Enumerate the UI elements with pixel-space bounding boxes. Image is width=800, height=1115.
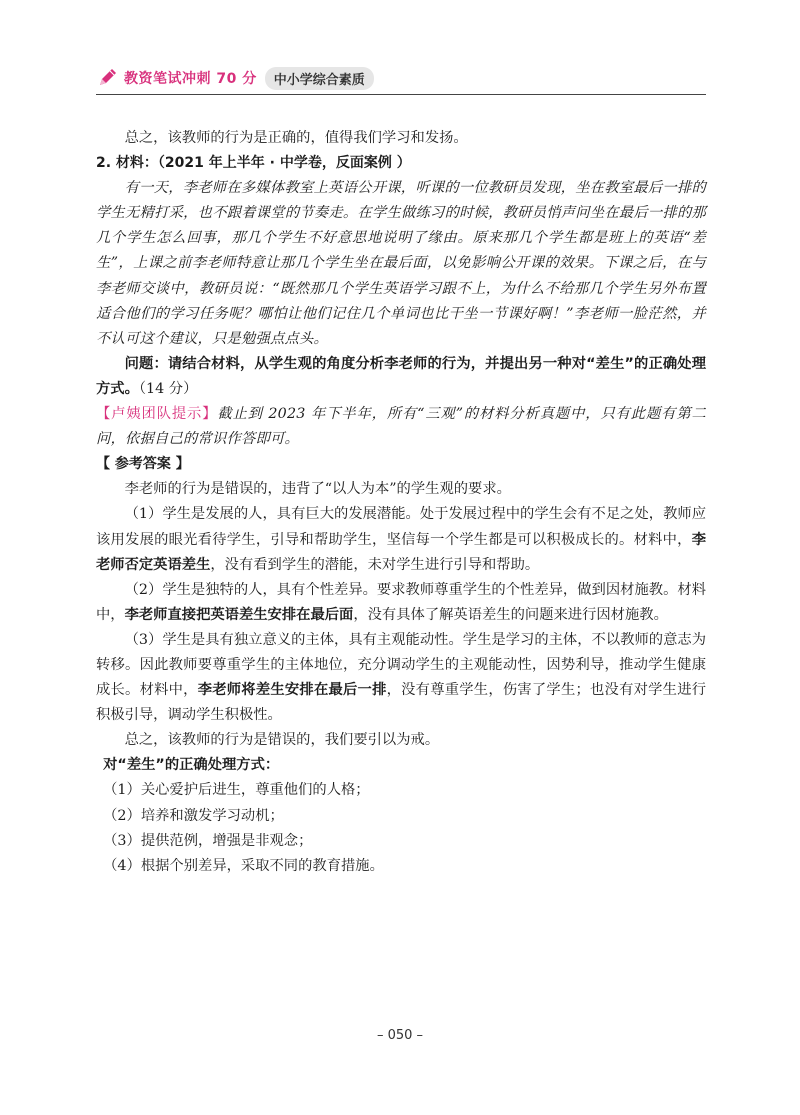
point-1-emphasis: 李老师否定英语差生 <box>96 531 706 573</box>
answer-point-1 <box>96 502 706 577</box>
point-3-emphasis: 李老师将差生安排在最后一排 <box>197 682 387 699</box>
question-paragraph <box>96 352 706 402</box>
header-divider <box>96 94 706 95</box>
answer-heading: 【 参考答案 】 <box>96 456 190 473</box>
methods-heading: 对“差生”的正确处理方式： <box>103 757 280 774</box>
previous-conclusion: 总之，该教师的行为是正确的，值得我们学习和发扬。 <box>124 130 468 146</box>
question-label: 问题： <box>124 355 168 372</box>
answer-intro: 李老师的行为是错误的，违背了“以人为本”的学生观的要求。 <box>124 481 511 498</box>
page-header <box>96 62 706 94</box>
method-item: （1）关心爱护后进生，尊重他们的人格； <box>103 782 370 799</box>
answer-point-2 <box>96 578 706 628</box>
point-3-rest: ，没有尊重学生，伤害了学生；也没有对学生进行积极引导，调动学生积极性。 <box>96 682 707 724</box>
point-1-rest: ，没有看到学生的潜能，未对学生进行引导和帮助。 <box>210 556 540 573</box>
material-text: 有一天，李老师在多媒体教室上英语公开课，听课的一位教研员发现，坐在教室最后一排的学生无精打采，也不跟着课堂的节奏走。在学生做练习的时候，教研员悄声问坐在最后一排的那几个学生怎么回事，那几个学生不好意思地说明了缘由。原来那几个学生都是班上的英语“差生”，上课之前李老师特意让那几个学生坐在最后面，以免影响公开课的效果。下课之后，在与李老师交谈中，教研员说：“既然那几个学生英语学习跟不上，为什么不给那几个学生另外布置适合他们的学习任务呢？哪怕让他们记住几个单词也比干坐一节课好啊！”李老师一脸茫然，并不认可这个建议，只是勉强点点头。 <box>96 180 706 347</box>
point-2-emphasis: 李老师直接把英语差生安排在最后面 <box>124 606 354 623</box>
page-content <box>96 126 706 879</box>
tip-label: 【卢姨团队提示】 <box>96 406 218 423</box>
method-item: （3）提供范例，增强是非观念； <box>103 832 313 849</box>
question-text: 请结合材料，从学生观的角度分析李老师的行为，并提出另一种对“差生”的正确处理方式。 <box>96 355 707 397</box>
method-item: （2）培养和激发学习动机； <box>103 807 284 824</box>
tip-text: 截止到 2023 年下半年，所有“三观”的材料分析真题中，只有此题有第二问，依据自己的常识作答即可。 <box>96 406 706 448</box>
point-2-text: （2）学生是独特的人，具有个性差异。要求教师尊重学生的个性差异，做到因材施教。材料中， <box>96 581 706 623</box>
question-2-heading: 2. 材料：（2021 年上半年 · 中学卷，反面案例 ） <box>96 155 411 172</box>
pencil-icon <box>96 67 118 89</box>
book-title: 教资笔试冲刺 70 分 <box>124 71 257 87</box>
point-3-text: （3）学生是具有独立意义的主体，具有主观能动性。学生是学习的主体，不以教师的意志为转移。因此教师要尊重学生的主体地位，充分调动学生的主观能动性，因势利导，推动学生健康成长。材料中， <box>96 631 706 699</box>
tip-paragraph <box>96 402 706 452</box>
answer-point-3 <box>96 628 706 728</box>
subject-badge: 中小学综合素质 <box>265 67 374 90</box>
answer-conclusion: 总之，该教师的行为是错误的，我们要引以为戒。 <box>124 732 440 749</box>
point-2-rest: ，没有具体了解英语差生的问题来进行因材施教。 <box>353 606 668 623</box>
page-number: – 050 – <box>376 1028 424 1043</box>
point-1-text: （1）学生是发展的人，具有巨大的发展潜能。处于发展过程中的学生会有不足之处，教师应该用发展的眼光看待学生，引导和帮助学生，坚信每一个学生都是可以积极成长的。材料中， <box>96 506 706 548</box>
method-item: （4）根据个别差异，采取不同的教育措施。 <box>103 857 384 874</box>
question-score: （14 分） <box>138 380 198 397</box>
